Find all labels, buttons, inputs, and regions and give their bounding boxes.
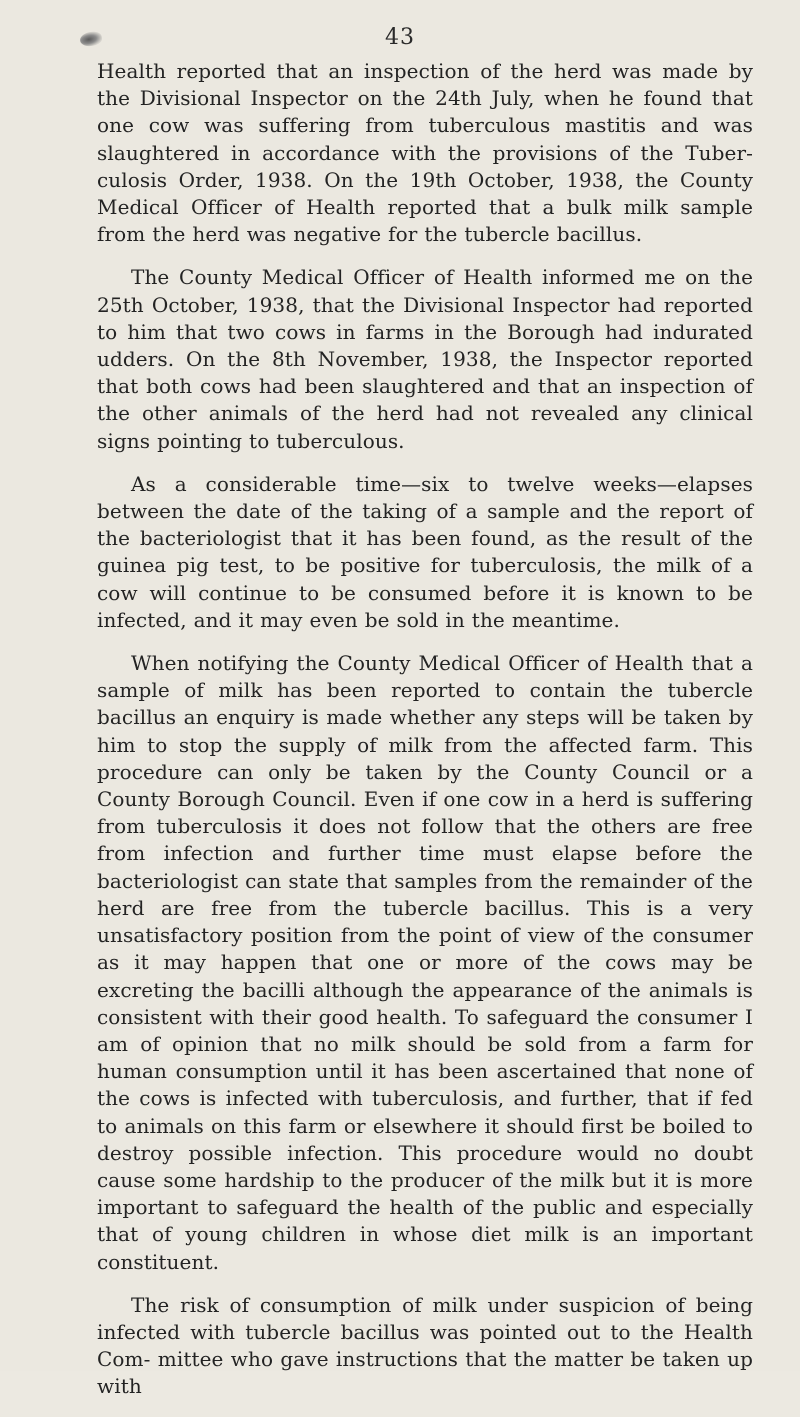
paragraph-2: The County Medical Officer of Health informed me on the 25th October, 1938, that the Divisional Inspector had reported to him that two cows in farms in the Borough had indurated udders. On the 8th November, 1938, the Inspector reported that both cows had been slaughtered and that an inspection of the other animals of the herd had not revealed any clinical signs pointing to tuberculous. <box>97 265 753 453</box>
page-number: 43 <box>385 25 415 50</box>
body-text <box>97 58 753 1417</box>
paragraph-1: Health reported that an inspection of the herd was made by the Divisional Inspector on the 24th July, when he found that one cow was suffering from tuberculous mastitis and was slaughtered in accordance with the provisions of the Tuber- culosis Order, 1938. On the 19th October, 1938, the County Medical Officer of Health reported that a bulk milk sample from the herd was negative for the tubercle bacillus. <box>97 59 753 247</box>
paragraph-5: The risk of consumption of milk under suspicion of being infected with tubercle bacillus was pointed out to the Health Com- mittee who gave instructions that the matter be taken up with <box>97 1292 753 1399</box>
paragraph-3: As a considerable time—six to twelve weeks—elapses between the date of the taking of a sample and the report of the bacteriologist that it has been found, as the result of the guinea pig test, to be positive for tuberculosis, the milk of a cow will continue to be consumed before it is known to be infected, and it may even be sold in the meantime. <box>97 471 753 632</box>
paragraph-4: When notifying the County Medical Officer of Health that a sample of milk has been reported to contain the tubercle bacillus an enquiry is made whether any steps will be taken by him to stop the supply of milk from the affected farm. This procedure can only be taken by the County Council or a County Borough Council. Even if one cow in a herd is suffering from tuberculosis it does not follow that the others are free from infection and further time must elapse before the bacteriologist can state that samples from the remainder of the herd are free from the tubercle bacillus. This is a very unsatisfactory position from the point of view of the consumer as it may happen that one or more of the cows may be excreting the bacilli although the appearance of the animals is consistent with their good health. To safeguard the consumer I am of opinion that no milk should be sold from a farm for human consumption until it has been ascertained that none of the cows is infected with tuberculosis, and further, that if fed to animals on this farm or elsewhere it should first be boiled to destroy possible infection. This procedure would no doubt cause some hardship to the producer of the milk but it is more important to safeguard the health of the public and especially that of young children in whose diet milk is an important constituent. <box>97 651 753 1274</box>
